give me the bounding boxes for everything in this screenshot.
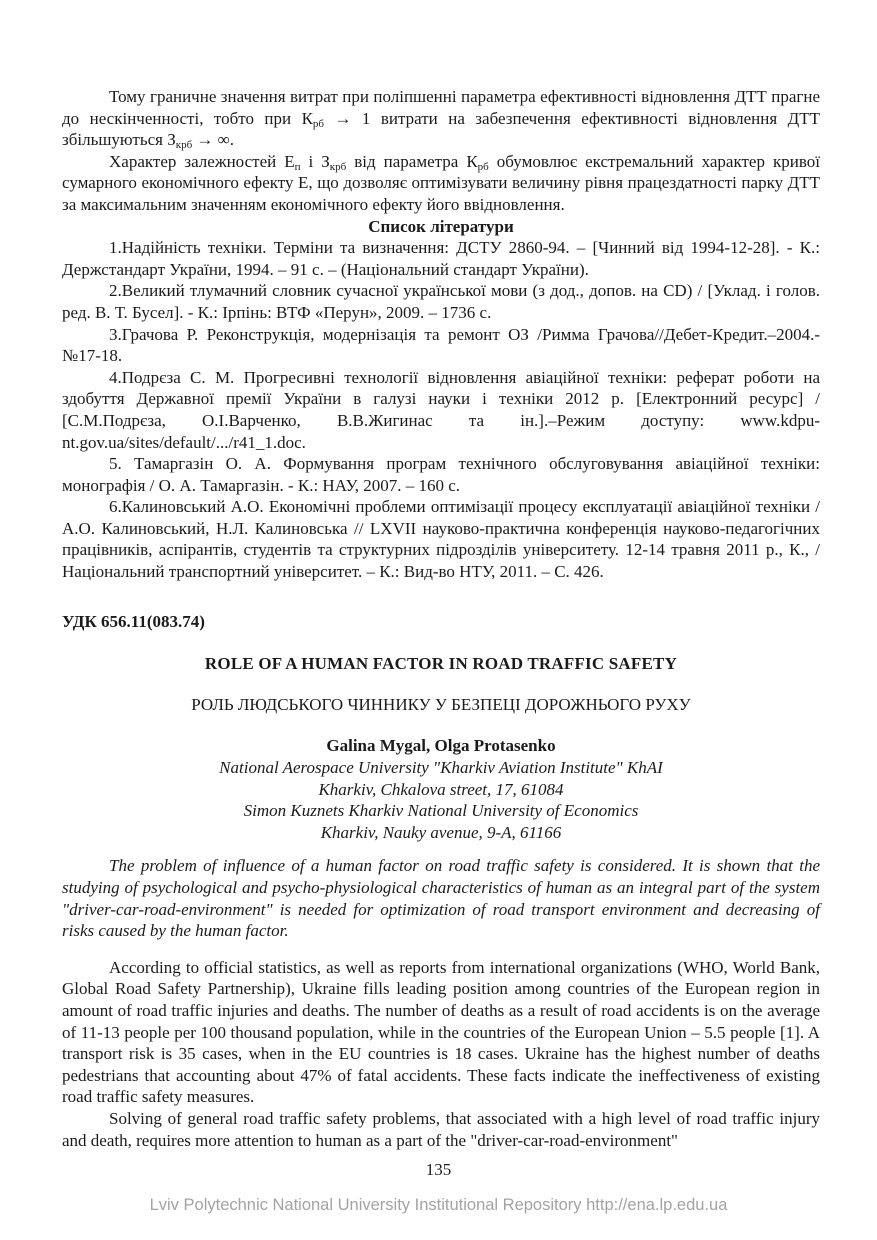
text-run: Тому граничне значення витрат при поліпшенні параметра ефективності відновлення ДТТ прагне до нескінченності, тобто при К	[62, 87, 820, 128]
article-abstract: The problem of influence of a human factor on road traffic safety is considered. It is shown that the studying of psychological and psycho-physiological characteristics of human as an integral part of the system "driver-car-road-environment" is needed for optimization of road transport environment and decreasing of risks caused by the human factor.	[62, 856, 820, 941]
reference-item: 6.Калиновський А.О. Економічні проблеми оптимізації процесу експлуатації авіаційної техніки / А.О. Калиновський, Н.Л. Калиновська // LXVII науково-практична конференція науково-педагогічних працівників, аспірантів, студентів та структурних підрозділів університету. 12-14 травня 2011 р., К., / Національний транспортний університет. – К.: Вид-во НТУ, 2011. – С. 426.	[62, 497, 820, 582]
subscript: п	[294, 160, 301, 173]
references-heading: Список літератури	[368, 216, 514, 236]
body-paragraph: Solving of general road traffic safety problems, that associated with a high level of road traffic injury and death, requires more attention to human as a part of the "driver-car-road-environment"	[62, 1108, 820, 1150]
text-run: від параметра К	[346, 151, 478, 171]
article-title-uk: РОЛЬ ЛЮДСЬКОГО ЧИННИКУ У БЕЗПЕЦІ ДОРОЖНЬОГО РУХУ	[191, 694, 691, 714]
text-run: обумовлює екстремальний характер кривої сумарного економічного ефекту Е, що дозволяє оптимізувати величину рівня працездатності парку ДТТ за максимальним значенням економічного ефекту його ввідновлення.	[62, 151, 820, 214]
text-run: Характер залежностей Е	[109, 151, 295, 171]
subscript: рб	[312, 117, 325, 130]
page-number: 135	[425, 1160, 452, 1179]
text-run: → ∞.	[192, 130, 235, 150]
text-run: і З	[300, 151, 330, 171]
article-title-en: ROLE OF A HUMAN FACTOR IN ROAD TRAFFIC SAFETY	[204, 654, 678, 674]
article-authors: Galina Mygal, Olga Protasenko	[326, 736, 556, 756]
affiliation-line: Kharkiv, Nauky avenue, 9-A, 61166	[320, 822, 562, 842]
subscript: крб	[329, 160, 347, 173]
body-paragraph: According to official statistics, as well as reports from international organizations (WHO, World Bank, Global Road Safety Partnership), Ukraine fills leading position among countries of the European region in amount of road traffic injuries and deaths. The number of deaths as a result of road accidents is on the average of 11-13 people per 100 thousand population, while in the countries of the European Union – 5.5 people [1]. A transport risk is 35 cases, when in the EU countries is 18 cases. Ukraine has the highest number of deaths pedestrians that accounting about 47% of fatal accidents. These facts indicate the ineffectiveness of existing road traffic safety measures.	[62, 957, 820, 1107]
subscript: рб	[477, 160, 489, 173]
text-run: → 1 витрати на забезпечення ефективності відновлення ДТТ збільшуються З	[62, 108, 820, 150]
udc-code: УДК 656.11(083.74)	[62, 611, 205, 631]
repository-footer: Lviv Polytechnic National University Institutional Repository http://ena.lp.edu.ua	[149, 1196, 728, 1214]
intro-paragraph-1	[62, 86, 820, 151]
reference-item: 2.Великий тлумачний словник сучасної української мови (з дод., допов. на CD) / [Уклад. і голов. ред. В. Т. Бусел]. - К.: Ірпінь: ВТФ «Перун», 2009. – 1736 с.	[62, 281, 820, 322]
reference-item: 4.Подрєза С. М. Прогресивні технології відновлення авіаційної техніки: реферат роботи на здобуття Державної премії України в галузі науки і техніки 2012 р. [Електронний ресурс] / [С.М.Подрєза, О.І.Варченко, В.В.Жигинас та ін.].–Режим доступу: www.kdpu-nt.gov.ua/sites/default/.../r41_1.doc.	[62, 367, 820, 452]
affiliation-line: National Aerospace University "Kharkiv Aviation Institute" KhAI	[219, 758, 663, 778]
intro-paragraph-2	[62, 151, 820, 216]
affiliation-line: Kharkiv, Chkalova street, 17, 61084	[318, 779, 564, 799]
reference-item: 3.Грачова Р. Реконструкція, модернізація та ремонт ОЗ /Римма Грачова//Дебет-Кредит.–2004.-№17-18.	[62, 324, 820, 366]
reference-item: 5. Тамаргазін О. А. Формування програм технічного обслуговування авіаційної техніки: монографія / О. А. Тамаргазін. - К.: НАУ, 2007. – 160 с.	[62, 454, 820, 495]
affiliation-line: Simon Kuznets Kharkiv National University of Economics	[243, 801, 639, 821]
reference-item: 1.Надійність техніки. Терміни та визначення: ДСТУ 2860-94. – [Чинний від 1994-12-28]. - К.: Держстандарт України, 1994. – 91 с. – (Національний стандарт України).	[62, 238, 820, 279]
subscript: крб	[175, 139, 193, 152]
